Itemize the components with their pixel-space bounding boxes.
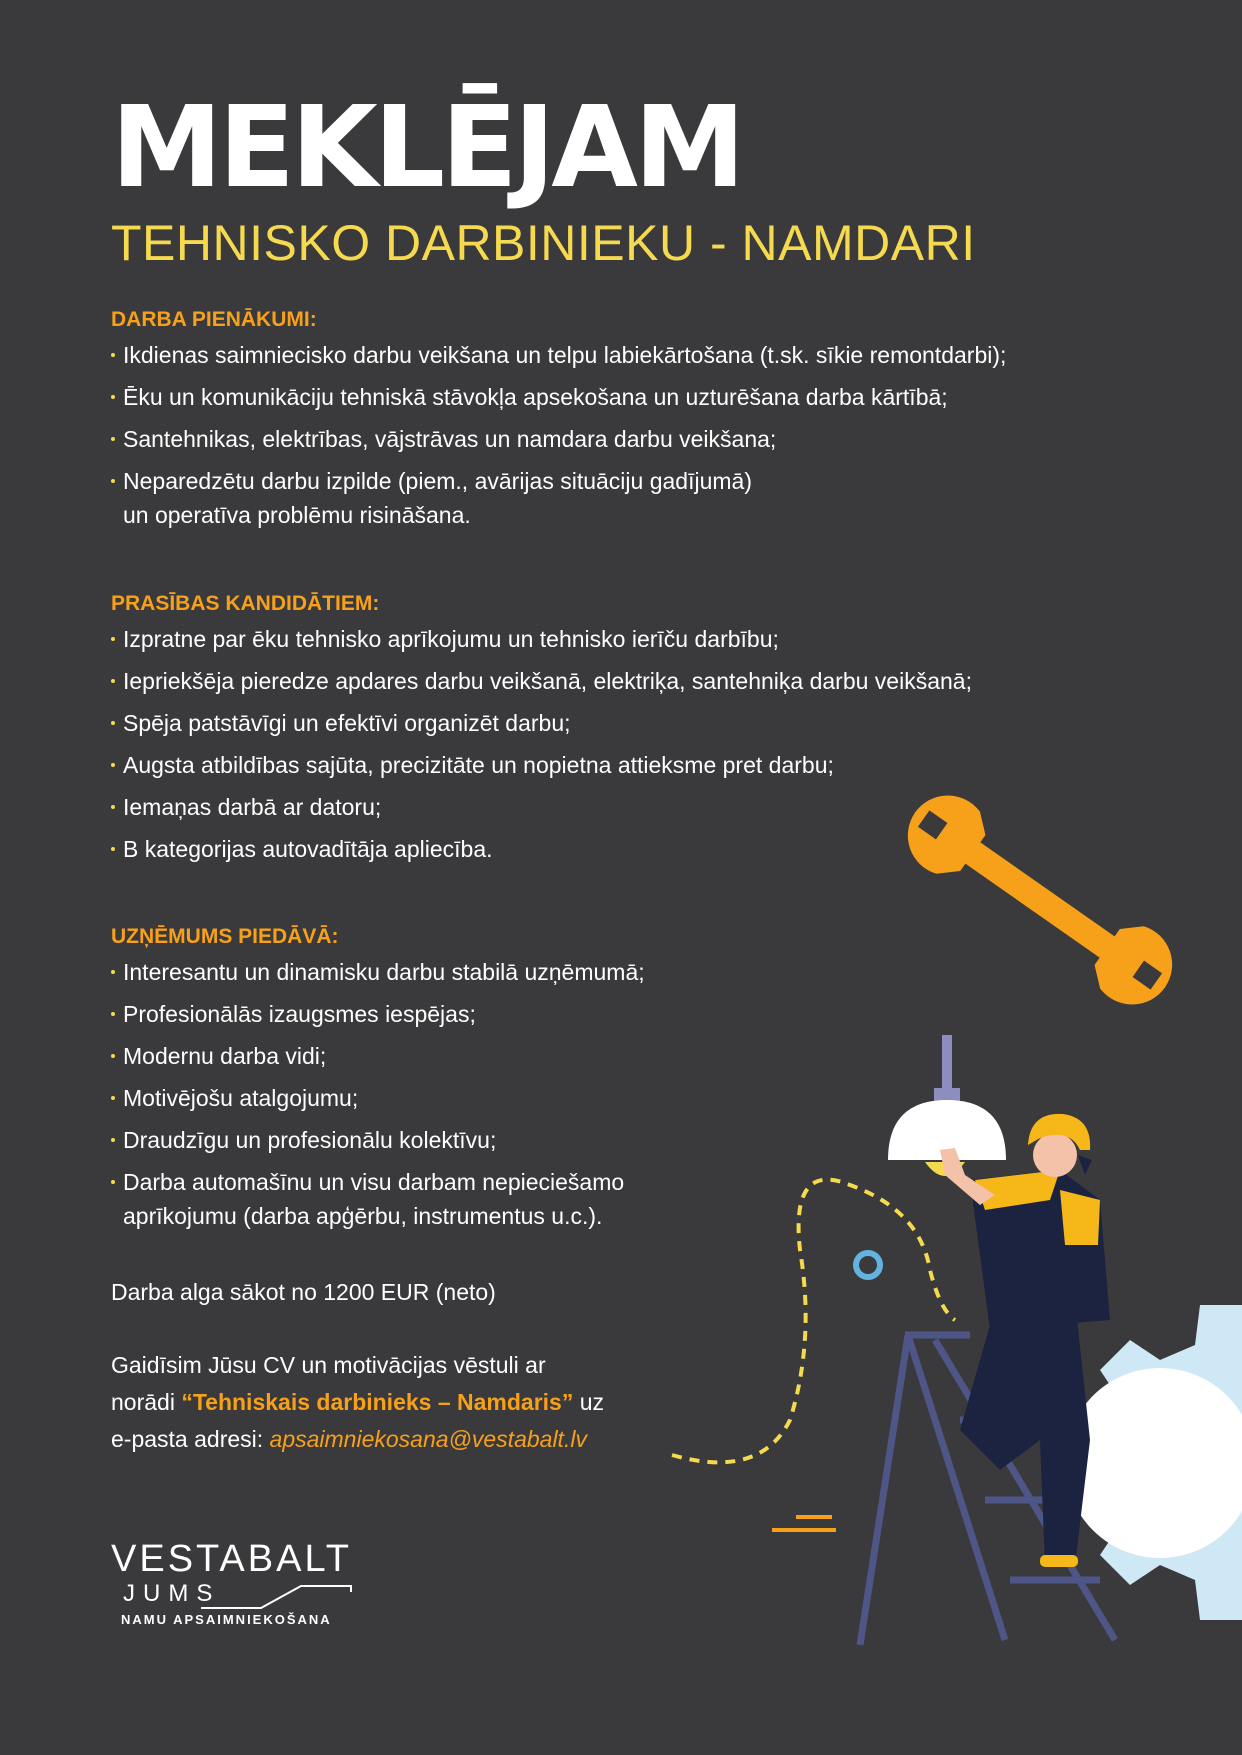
wrench-icon — [892, 780, 1188, 1020]
list-item: Ēku un komunikāciju tehniskā stāvokļa apsekošana un uzturēšana darba kārtībā; — [111, 380, 1131, 414]
list-item: Profesionālās izaugsmes iespējas; — [111, 997, 1131, 1031]
list-item: Iepriekšēja pieredze apdares darbu veikšanā, elektriķa, santehniķa darbu veikšanā; — [111, 664, 1131, 698]
dash-mark — [772, 1528, 836, 1532]
section-title: DARBA PIENĀKUMI: — [111, 308, 317, 331]
dashed-cord — [672, 1180, 955, 1463]
logo-brand: VESTABALT — [111, 1538, 352, 1580]
logo-sub: JUMS — [123, 1580, 221, 1607]
list-item: Darba automašīnu un visu darbam nepieciešamo aprīkojumu (darba apģērbu, instrumentus u.c.). — [111, 1165, 1131, 1233]
page-title: MEKLĒJAM — [111, 83, 742, 213]
list-item: Draudzīgu un profesionālu kolektīvu; — [111, 1123, 1131, 1157]
list-item: Interesantu un dinamisku darbu stabilā uzņēmumā; — [111, 955, 1131, 989]
salary-text: Darba alga sākot no 1200 EUR (neto) — [111, 1279, 496, 1305]
section-title: UZŅĒMUMS PIEDĀVĀ: — [111, 925, 339, 948]
contact-line-3: e-pasta adresi: apsaimniekosana@vestabalt.lv — [111, 1426, 587, 1452]
list-item: Izpratne par ēku tehnisko aprīkojumu un tehnisko ierīču darbību; — [111, 622, 1131, 656]
list-item: Iemaņas darbā ar datoru; — [111, 790, 1131, 824]
email-link[interactable]: apsaimniekosana@vestabalt.lv — [269, 1426, 587, 1452]
logo-tagline: NAMU APSAIMNIEKOŠANA — [121, 1612, 332, 1627]
gear-icon — [1065, 1305, 1242, 1620]
list-item: Ikdienas saimniecisko darbu veikšana un telpu labiekārtošana (t.sk. sīkie remontdarbi); — [111, 338, 1131, 372]
list-item: Spēja patstāvīgi un efektīvi organizēt darbu; — [111, 706, 1131, 740]
list-item: Modernu darba vidi; — [111, 1039, 1131, 1073]
list-item: B kategorijas autovadītāja apliecība. — [111, 832, 1131, 866]
list-item: Motivējošu atalgojumu; — [111, 1081, 1131, 1115]
list-item: Santehnikas, elektrības, vājstrāvas un namdara darbu veikšana; — [111, 422, 1131, 456]
ring-icon — [856, 1253, 880, 1277]
job-subtitle: TEHNISKO DARBINIEKU - NAMDARI — [111, 215, 976, 271]
contact-line-1: Gaidīsim Jūsu CV un motivācijas vēstuli ar — [111, 1352, 546, 1378]
contact-line-2: norādi “Tehniskais darbinieks – Namdaris” uz — [111, 1389, 605, 1415]
subject-highlight: “Tehniskais darbinieks – Namdaris” — [181, 1389, 574, 1415]
list-item: Neparedzētu darbu izpilde (piem., avārijas situāciju gadījumā) un operatīva problēmu risināšana. — [111, 464, 1131, 532]
section-title: PRASĪBAS KANDIDĀTIEM: — [111, 592, 380, 615]
dash-mark — [796, 1515, 832, 1519]
list-item: Augsta atbildības sajūta, precizitāte un nopietna attieksme pret darbu; — [111, 748, 1131, 782]
